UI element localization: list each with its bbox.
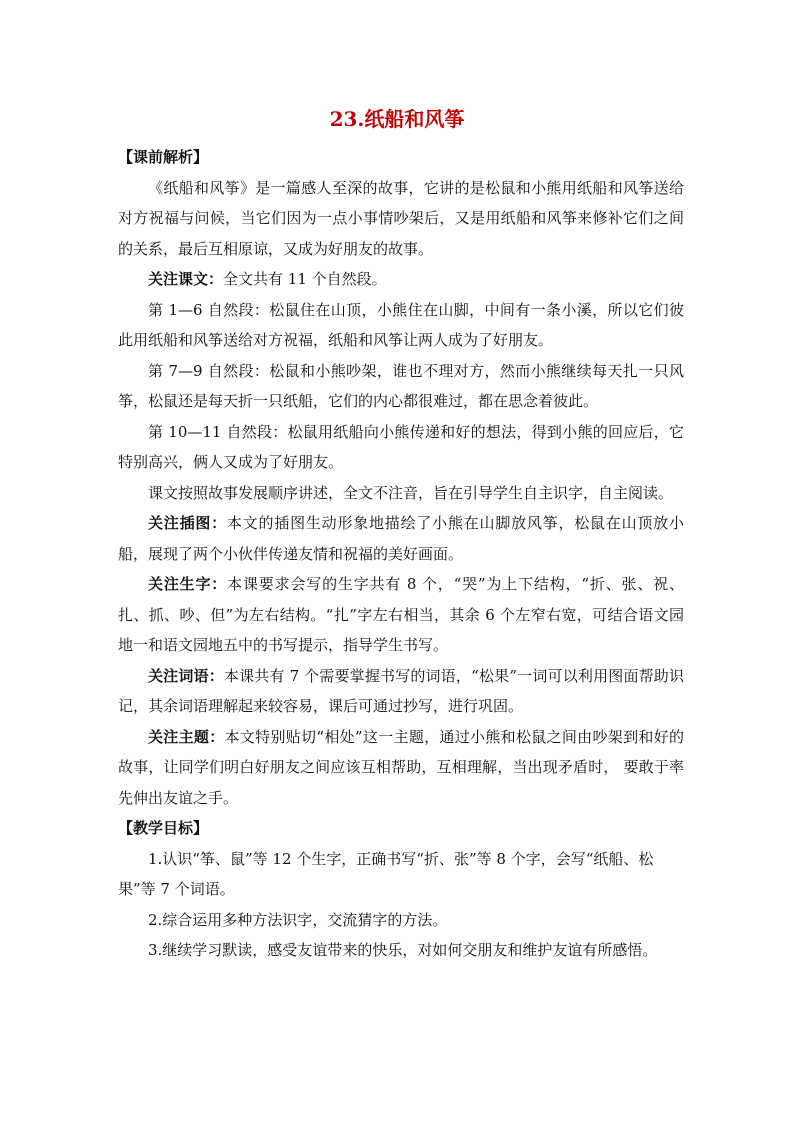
- section-heading-teaching-goals: 【教学目标】: [118, 819, 209, 837]
- paragraph-10-11: 第 10—11 自然段：松鼠用纸船向小熊传递和好的想法，得到小熊的回应后，它特别高兴，俩人又成为了好朋友。: [118, 422, 684, 471]
- illustration-body: 本文的插图生动形象地描绘了小熊在山脚放风筝，松鼠在山顶放小船，展现了两个小伙伴传递友情和祝福的美好画面。: [118, 514, 684, 563]
- illustration-label: 关注插图：: [148, 514, 227, 532]
- theme-paragraph: [118, 722, 684, 814]
- vocabulary-body: 本课共有 7 个需要掌握书写的词语，“松果”一词可以利用图面帮助识记，其余词语理解起来较容易，课后可通过抄写，进行巩固。: [118, 666, 684, 715]
- text-focus-paragraph: [118, 264, 684, 295]
- theme-label: 关注主题：: [148, 727, 225, 746]
- page-title: 23.纸船和风筝: [329, 107, 465, 131]
- section-heading-pre-lesson: 【课前解析】: [118, 148, 209, 166]
- teaching-goal-2: 2.综合运用多种方法识字，交流猜字的方法。: [148, 910, 448, 929]
- document-body: [118, 142, 684, 966]
- narrative-order-paragraph: 课文按照故事发展顺序讲述，全文不注音，旨在引导学生自主识字，自主阅读。: [148, 483, 674, 502]
- illustration-paragraph: [118, 508, 684, 569]
- intro-paragraph: 《纸船和风筝》是一篇感人至深的故事，它讲的是松鼠和小熊用纸船和风筝送给对方祝福与问候，当它们因为一点小事情吵架后，又是用纸船和风筝来修补它们之间的关系，最后互相原谅，又成为好朋友的故事。: [118, 178, 684, 258]
- teaching-goal-3: 3.继续学习默读，感受友谊带来的快乐，对如何交朋友和维护友谊有所感悟。: [148, 941, 658, 959]
- paragraph-1-6: 第 1—6 自然段：松鼠住在山顶，小熊住在山脚，中间有一条小溪，所以它们彼此用纸船和风筝送给对方祝福，纸船和风筝让两人成为了好朋友。: [118, 300, 684, 349]
- text-focus-label: 关注课文：: [148, 270, 224, 288]
- text-focus-body: 全文共有 11 个自然段。: [223, 270, 387, 288]
- teaching-goal-1: 1.认识“筝、鼠”等 12 个生字，正确书写“折、张”等 8 个字，会写“纸船、松果”等 7 个词语。: [118, 849, 654, 898]
- vocabulary-label: 关注词语：: [148, 666, 224, 685]
- new-characters-paragraph: [118, 569, 684, 661]
- theme-body: 本文特别贴切“相处”这一主题，通过小熊和松鼠之间由吵架到和好的故事，让同学们明白好朋友之间应该互相帮助，互相理解，当出现矛盾时， 要敢于率先伸出友谊之手。: [118, 727, 684, 807]
- vocabulary-paragraph: [118, 661, 684, 722]
- new-characters-body: 本课要求会写的生字共有 8 个，“哭”为上下结构，“折、张、祝、扎、抓、吵、但”为左右结构。“扎”字左右相当，其余 6 个左窄右宽，可结合语文园地一和语文园地五中的书写提示，指导学生书写。: [118, 575, 684, 654]
- new-characters-label: 关注生字：: [148, 575, 228, 593]
- paragraph-7-9: 第 7—9 自然段：松鼠和小熊吵架，谁也不理对方，然而小熊继续每天扎一只风筝，松鼠还是每天折一只纸船，它们的内心都很难过，都在思念着彼此。: [118, 361, 684, 410]
